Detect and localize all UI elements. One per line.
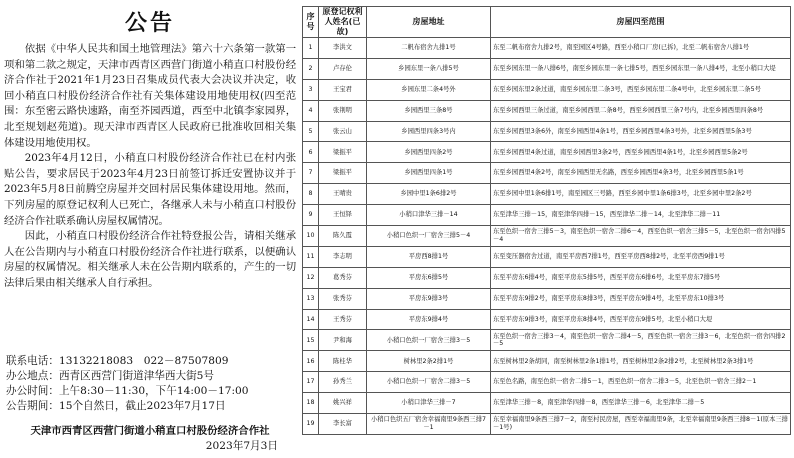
cell-name: 梁振平 <box>319 163 367 184</box>
cell-range: 东至乡园西里三条过道，南至乡园西里二条8号，西至乡园西里三条7号内，北至乡园西里四条8号 <box>491 100 791 121</box>
table-row <box>303 226 791 247</box>
cell-address: 小稍口色织一厂宿舍二排3－5 <box>367 372 491 393</box>
cell-no: 10 <box>303 226 319 247</box>
signature-org: 天津市西青区西营门街道小稍直口村股份经济合作社 <box>30 425 270 437</box>
contact-phone: 联系电话：13132218083 022－87507809 <box>6 355 229 367</box>
cell-no: 1 <box>303 38 319 59</box>
table-row <box>303 58 791 79</box>
cell-name: 张荆明 <box>319 100 367 121</box>
signature-date: 2023年7月3日 <box>205 440 278 452</box>
cell-range: 东至乡园西里4条2号，南至乡园西里无名路，西至乡园西里4条3号，北至乡园西里5条1号 <box>491 163 791 184</box>
cell-range: 东至乡园西里3条6外，南至乡园西里4条1号，西至乡园西里4条3号外，北至乡园西里5条3号 <box>491 121 791 142</box>
table-row <box>303 267 791 288</box>
cell-name: 王晴贵 <box>319 184 367 205</box>
cell-no: 6 <box>303 142 319 163</box>
table-row <box>303 393 791 414</box>
cell-name: 卢存伦 <box>319 58 367 79</box>
table-row <box>303 142 791 163</box>
cell-no: 16 <box>303 351 319 372</box>
cell-no: 15 <box>303 330 319 351</box>
cell-name: 孙秀兰 <box>319 372 367 393</box>
header-range: 房屋四至范围 <box>491 7 791 38</box>
table-row <box>303 184 791 205</box>
cell-range: 东至乡园西里4条过道，南至乡园西里3条2号，西至乡园西里4条1号，北至乡园西里5条2号 <box>491 142 791 163</box>
table-row <box>303 246 791 267</box>
cell-range: 东至平房东6排4号，南至平房东5排5号，西至平房东6排6号，北至平房东7排5号 <box>491 267 791 288</box>
cell-no: 8 <box>303 184 319 205</box>
cell-name: 李志明 <box>319 246 367 267</box>
cell-address: 小稍口色织一厂宿舍三排3－5 <box>367 330 491 351</box>
notice-title: 公告 <box>124 11 175 36</box>
property-table-container <box>302 6 790 452</box>
table-row <box>303 163 791 184</box>
table-row <box>303 205 791 226</box>
cell-range: 东至色织一宿舍三排3－4，南至色织一宿舍二排4－5，西至色织一宿舍三排3－6，北至色织一宿舍四排2－5 <box>491 330 791 351</box>
cell-no: 17 <box>303 372 319 393</box>
notice-paragraph: 2023年4月12日，小稍直口村股份经济合作社已在村内张贴公告，要求居民于2023年4月23日前签订拆迁安置协议并于2023年5月8日前腾空房屋并交回村居民集体建设用地。然而，下列房屋的原登记权利人已死亡，各继承人未与小稍直口村股份经济合作社联系确认房屋权属情况。 <box>4 152 296 227</box>
cell-name: 王恒铎 <box>319 205 367 226</box>
table-row <box>303 38 791 59</box>
header-no: 序号 <box>303 7 319 38</box>
cell-range: 东至色名路，南至色织一宿舍二排5－1，西至色织一宿舍二排3－5，北至色织一宿舍三排2－1 <box>491 372 791 393</box>
cell-no: 3 <box>303 79 319 100</box>
cell-range: 东至津华三排－15，南至津华四排－15，西至津华二排－14，北至津华二排－11 <box>491 205 791 226</box>
notice-panel <box>4 4 296 454</box>
table-row <box>303 372 791 393</box>
cell-range: 东至津华三排－8，南至津华四排－8，西至津华三排－6，北至津华二排－5 <box>491 393 791 414</box>
cell-range: 东至平房东9排2号，南至平房东8排3号，西至平房东9排4号，北至平房东10排3号 <box>491 288 791 309</box>
cell-address: 平房西8排1号 <box>367 246 491 267</box>
cell-range: 东至色织一宿舍三排5－3，南至色织一宿舍二排6－4，西至色织一宿舍三排5－5，北至色织一宿舍四排5－4 <box>491 226 791 247</box>
cell-address: 乡园中里1条6排2号 <box>367 184 491 205</box>
cell-no: 19 <box>303 414 319 435</box>
header-address: 房屋地址 <box>367 7 491 38</box>
cell-name: 尹和海 <box>319 330 367 351</box>
cell-address: 树林里2条2排1号 <box>367 351 491 372</box>
table-row <box>303 351 791 372</box>
cell-range: 东至树林里2条胡同，南至树林里2条1排1号，西至树林里2条2排2号，北至树林里2条3排1号 <box>491 351 791 372</box>
cell-address: 乡园西里三条8号 <box>367 100 491 121</box>
contact-office: 办公地点：西青区西营门街道津华西大街5号 <box>6 370 215 382</box>
table-row <box>303 414 791 435</box>
contact-hours: 办公时间：上午8:30－11:30，下午14:00－17:00 <box>6 385 249 397</box>
cell-address: 乡园东里二条4号外 <box>367 79 491 100</box>
cell-range: 东至乡园东里一条八排6号，南至乡园东里一条七排5号，西至乡园东里一条八排4号，北至小稍口大堤 <box>491 58 791 79</box>
notice-body <box>4 42 296 292</box>
cell-name: 张云山 <box>319 121 367 142</box>
cell-range: 东至乡园东里2条过道，南至乡园东里二条3号，西至乡园东里二条4号中，北至乡园东里二条5号 <box>491 79 791 100</box>
cell-name: 姚兴祥 <box>319 393 367 414</box>
cell-range: 东至乡园中里1条6排1号，南至园区三号路，西至乡园中里1条6排3号，北至乡园中里2条2号 <box>491 184 791 205</box>
cell-no: 5 <box>303 121 319 142</box>
cell-no: 11 <box>303 246 319 267</box>
cell-name: 梁振平 <box>319 142 367 163</box>
cell-address: 乡园西里四条1号 <box>367 163 491 184</box>
cell-range: 东至二帆布宿舍九排2号，南至园区4号路，西至小稍口厂房(已拆)，北至二帆布宿舍八排1号 <box>491 38 791 59</box>
cell-name: 张秀芬 <box>319 288 367 309</box>
cell-address: 平房东6排5号 <box>367 267 491 288</box>
notice-paragraph: 因此，小稍直口村股份经济合作社特登报公告，请相关继承人在公告期内与小稍直口村股份经济合作社进行联系，以便确认房屋的权属情况。相关继承人未在公告期内联系的，产生的一切法律后果由相关继承人自行承担。 <box>4 230 296 289</box>
cell-no: 9 <box>303 205 319 226</box>
table-row <box>303 330 791 351</box>
cell-no: 7 <box>303 163 319 184</box>
cell-name: 葛秀芬 <box>319 267 367 288</box>
cell-no: 4 <box>303 100 319 121</box>
cell-address: 平房东9排4号 <box>367 309 491 330</box>
cell-address: 平房东9排3号 <box>367 288 491 309</box>
cell-address: 乡园东里一条八排5号 <box>367 58 491 79</box>
cell-no: 12 <box>303 267 319 288</box>
table-row <box>303 79 791 100</box>
cell-range: 东至变压器宿舍过道，南至平房西7排1号，西至平房西8排2号，北至平房西9排1号 <box>491 246 791 267</box>
table-body <box>303 38 791 435</box>
notice-paragraph: 依据《中华人民共和国土地管理法》第六十六条第一款第一项和第二款之规定，天津市西青区西营门街道小稍直口村股份经济合作社于2021年1月23日召集成员代表大会决议并决定，收回小稍直口村股份经济合作社有关集体建设用地使用权(四至范围：东至密云路快速路，南至芥园西道，西至中北镇李家园界，北至规划赵苑道)。现天津市西青区人民政府已批准收回相关集体建设用地使用权。 <box>4 43 296 149</box>
table-row <box>303 121 791 142</box>
cell-address: 小稍口津华三排－14 <box>367 205 491 226</box>
header-name: 原登记权利人姓名(已故) <box>319 7 367 38</box>
cell-address: 乡园西里四条2号 <box>367 142 491 163</box>
cell-name: 王秀芬 <box>319 309 367 330</box>
cell-range: 东至平房东9排3号，南至平房东8排4号，西至平房东9排5号，北至小稍口大堤 <box>491 309 791 330</box>
cell-range: 东至幸福南里9条西三排7－2，南至村民房屋，西至幸福南里9条，北至幸福南里9条西三排8－1(原本三排－1号) <box>491 414 791 435</box>
cell-name: 陈桂华 <box>319 351 367 372</box>
cell-address: 小稍口津华三排－7 <box>367 393 491 414</box>
contact-period: 公告期间：15个自然日，截止2023年7月17日 <box>6 400 226 412</box>
cell-name: 李洪文 <box>319 38 367 59</box>
cell-name: 陈久霞 <box>319 226 367 247</box>
cell-no: 18 <box>303 393 319 414</box>
table-row <box>303 100 791 121</box>
cell-no: 14 <box>303 309 319 330</box>
cell-address: 小稍口色织一厂宿舍三排5－4 <box>367 226 491 247</box>
cell-address: 二帆布宿舍九排1号 <box>367 38 491 59</box>
cell-address: 乡园西里四条3号内 <box>367 121 491 142</box>
cell-name: 李长富 <box>319 414 367 435</box>
cell-no: 13 <box>303 288 319 309</box>
cell-address: 小稍口色织五厂宿舍幸福南里9条西三排7－1 <box>367 414 491 435</box>
table-row <box>303 309 791 330</box>
property-table <box>302 6 791 435</box>
cell-name: 王宝君 <box>319 79 367 100</box>
table-header-row <box>303 7 791 38</box>
contact-info <box>6 354 296 414</box>
table-row <box>303 288 791 309</box>
cell-no: 2 <box>303 58 319 79</box>
